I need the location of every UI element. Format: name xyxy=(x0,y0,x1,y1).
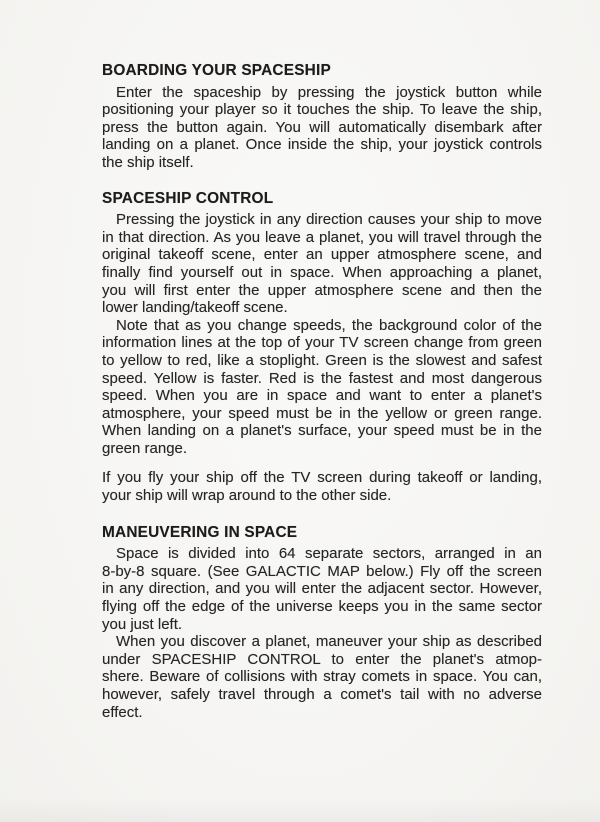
text-line: however, safely travel through a comet's tail with no adverse xyxy=(102,686,542,703)
section-heading: BOARDING YOUR SPACESHIP xyxy=(102,62,331,79)
text-line: When landing on a planet's surface, your speed must be in the xyxy=(102,422,542,440)
paragraph xyxy=(102,84,542,172)
paragraph xyxy=(102,545,542,633)
text-line: speed. Yellow is faster. Red is the fastest and most dangerous xyxy=(102,369,542,387)
paragraph xyxy=(102,317,542,458)
manual-section xyxy=(102,190,542,458)
manual-section xyxy=(102,524,542,722)
text-line: press the button again. You will automatically disembark after xyxy=(102,118,542,136)
manual-section xyxy=(102,469,542,504)
text-line: speed. When you are in space and want to enter a planet's xyxy=(102,387,542,405)
text-column xyxy=(102,62,542,721)
text-line: finally find yourself out in space. When approaching a planet, xyxy=(102,263,542,281)
text-line: under SPACESHIP CONTROL to enter the planet's atmop- xyxy=(102,650,542,668)
text-line: in any direction, and you will enter the adjacent sector. However, xyxy=(102,580,542,598)
text-line: you just left. xyxy=(102,615,183,633)
text-line: green range. xyxy=(102,439,188,457)
text-line: If you fly your ship off the TV screen during takeoff or landing, xyxy=(102,469,542,487)
section-heading: SPACESHIP CONTROL xyxy=(102,189,274,207)
section-heading: MANEUVERING IN SPACE xyxy=(102,523,298,541)
text-line: Enter the spaceship by pressing the joystick button while xyxy=(116,83,542,101)
text-line: flying off the edge of the universe keeps you in the same sector xyxy=(102,598,542,616)
text-line: When you discover a planet, maneuver your ship as described xyxy=(116,633,542,651)
text-line: effect. xyxy=(102,703,143,721)
text-line: the ship itself. xyxy=(102,153,194,171)
text-line: atmosphere, your speed must be in the yellow or green range. xyxy=(102,404,542,422)
text-line: Space is divided into 64 separate sectors, arranged in an xyxy=(116,545,542,563)
manual-section xyxy=(102,62,542,172)
text-line: landing on a planet. Once inside the ship, your joystick controls xyxy=(102,136,542,154)
text-line: your ship will wrap around to the other side. xyxy=(102,487,392,505)
text-line: in that direction. As you leave a planet, you will travel through the xyxy=(102,228,542,246)
text-line: positioning your player so it touches the ship. To leave the ship, xyxy=(102,101,542,119)
text-line: Pressing the joystick in any direction causes your ship to move xyxy=(116,211,542,229)
text-line: original takeoff scene, enter an upper atmosphere scene, and xyxy=(102,246,542,264)
paragraph xyxy=(102,469,542,504)
text-line: shere. Beware of collisions with stray comets in space. You can, xyxy=(102,668,542,686)
text-line: lower landing/takeoff scene. xyxy=(102,299,288,317)
text-line: to yellow to red, like a stoplight. Green is the slowest and safest xyxy=(102,351,542,369)
text-line: you will first enter the upper atmosphere scene and then the xyxy=(102,281,542,299)
text-line: Note that as you change speeds, the background color of the xyxy=(116,316,542,334)
paragraph xyxy=(102,633,542,721)
paragraph xyxy=(102,211,542,317)
text-line: 8-by-8 square. (See GALACTIC MAP below.) Fly off the screen xyxy=(102,562,542,580)
text-line: information lines at the top of your TV screen change from green xyxy=(102,334,542,352)
